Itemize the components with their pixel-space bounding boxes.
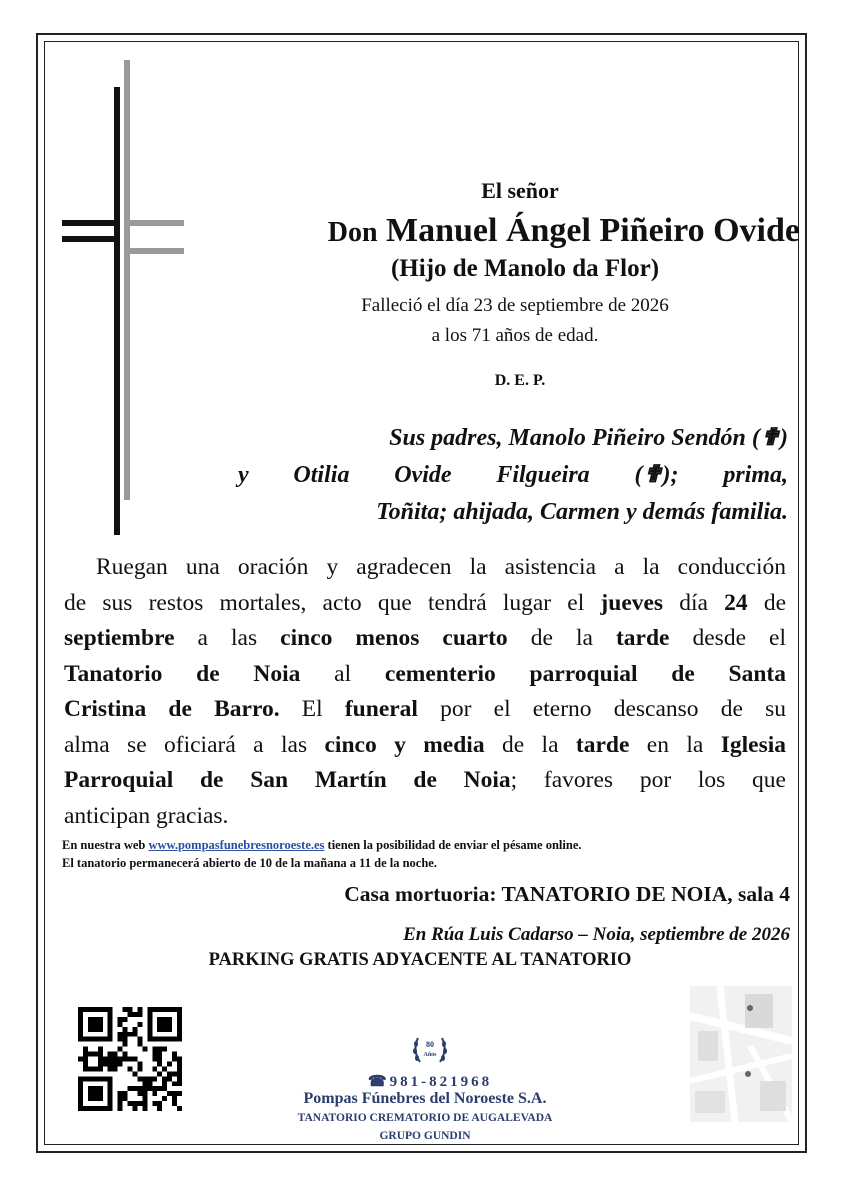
location-map[interactable] <box>690 986 792 1122</box>
phone-number[interactable]: ☎981-821968 <box>367 1074 493 1090</box>
crematorium-name: TANATORIO CREMATORIO DE AUGALEVADA <box>297 1112 553 1124</box>
group-name: GRUPO GUNDIN <box>379 1130 471 1142</box>
svg-text:Años: Años <box>423 1052 437 1058</box>
deceased-alias: (Hijo de Manolo da Flor) <box>390 255 660 282</box>
family-line: Sus padres, Manolo Piñeiro Sendón (✟) <box>389 425 788 451</box>
cross-icon <box>62 60 192 535</box>
website-link[interactable]: www.pompasfunebresnoroeste.es <box>148 838 325 852</box>
company-name: Pompas Fúnebres del Noroeste S.A. <box>303 1090 547 1107</box>
dep-text: D. E. P. <box>494 372 546 389</box>
body-line: Ruegan una oración y agradecen la asistencia a la conducción <box>96 554 786 580</box>
place-date: En Rúa Luis Cadarso – Noia, septiembre de 2026 <box>403 924 790 945</box>
body-line: septiembre a las cinco menos cuarto de la tarde desde el <box>64 625 787 651</box>
phone-icon: ☎ <box>367 1074 390 1090</box>
deceased-full-name: Manuel Ángel Piñeiro Ovide <box>386 212 800 249</box>
parking-note: PARKING GRATIS ADYACENTE AL TANATORIO <box>208 950 632 970</box>
anniversary-logo-icon <box>410 1030 450 1070</box>
body-line: alma se oficiará a las cinco y media de la tarde en la Iglesia <box>64 731 786 758</box>
hours-note: El tanatorio permanecerá abierto de 10 de la mañana a 11 de la noche. <box>62 856 437 870</box>
family-list <box>200 420 788 531</box>
title-el-senor: El señor <box>481 178 559 203</box>
age: a los 71 años de edad. <box>431 325 599 346</box>
svg-text:80: 80 <box>426 1040 434 1049</box>
body-line: de sus restos mortales, acto que tendrá lugar el jueves día 24 de <box>64 589 786 616</box>
family-line: Toñita; ahijada, Carmen y demás familia. <box>376 499 788 525</box>
body-line: Tanatorio de Noia al cementerio parroquial de Santa <box>64 660 786 687</box>
title-don: Don <box>327 217 378 248</box>
funeral-home: Casa mortuoria: TANATORIO DE NOIA, sala 4 <box>344 882 790 906</box>
web-note: En nuestra web www.pompasfunebresnoroeste.es tienen la posibilidad de enviar el pésame online. <box>62 838 582 852</box>
body-line: Parroquial de San Martín de Noia; favores por los que <box>64 767 786 793</box>
death-date: Falleció el día 23 de septiembre de 2026 <box>361 295 669 316</box>
family-line: y Otilia Ovide Filgueira (✟); prima, <box>238 462 788 488</box>
body-line: Cristina de Barro. El funeral por el eterno descanso de su <box>64 696 786 722</box>
body-line: anticipan gracias. <box>64 802 229 829</box>
deceased-name <box>230 212 800 250</box>
ceremony-text <box>64 550 786 834</box>
qr-code[interactable] <box>78 1007 182 1111</box>
